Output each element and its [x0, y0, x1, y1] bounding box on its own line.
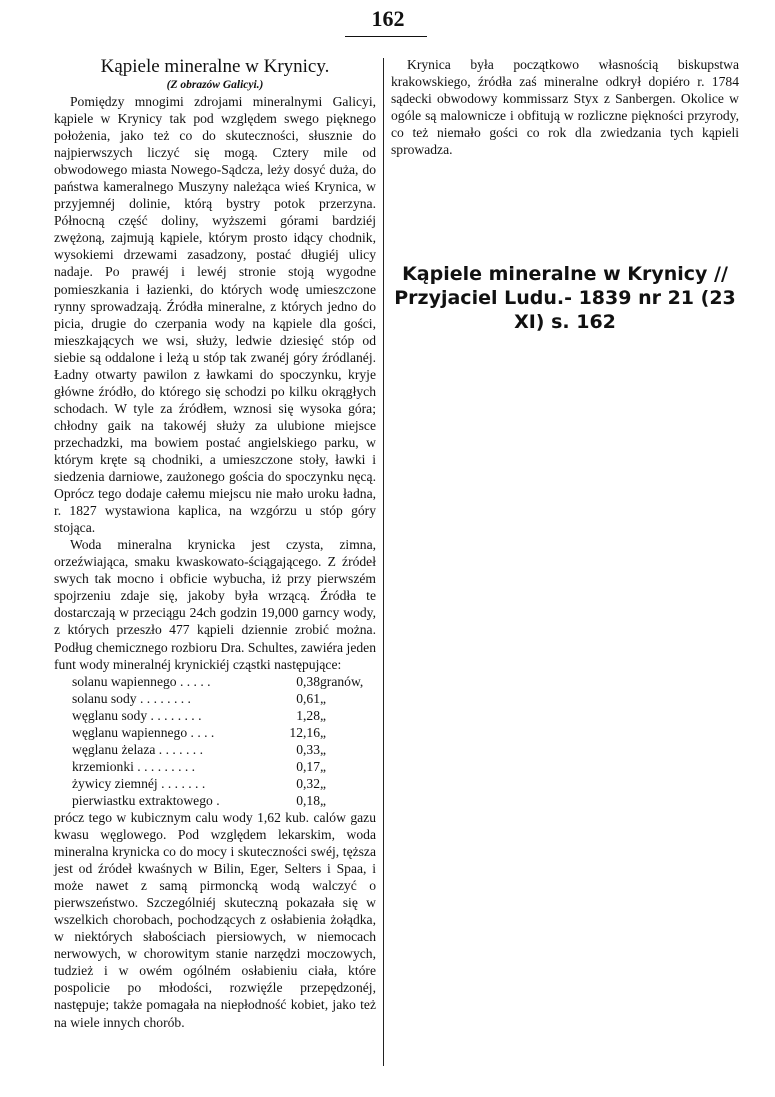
paragraph-3: prócz tego w kubicznym calu wody 1,62 kub. calów gazu kwasu węglowego. Pod względem lekarskim, woda mineralna krynicka co do mocy i skuteczności swéj, tęższa jest od źródeł kwaśnych w Bilin, Eger, Selters i Spaa, i może nawet z samą pirmoncką wodą walczyć o pierwszeństwo. Szczególniéj skuteczną pokazała się w wszelkich chorobach, pochodzących z osłabienia żołądka, w niektórych słabościach piersiowych, w niemocach nerwowych, w chorowitym stanie narzędzi moczowych, tudzież i w owém ogólném osłabieniu ciała, które pospolicie po młodości, rozwięźle przepędzonéj, następuje; także pomagała na niepłodność kobiet, jako też na wiele innych chorób. — [54, 809, 376, 1030]
composition-value: 12,16 — [289, 724, 320, 740]
left-column — [54, 56, 376, 1031]
composition-unit: granów, — [320, 673, 364, 689]
composition-row — [72, 792, 372, 809]
page-number: 162 — [371, 6, 405, 31]
composition-row — [72, 707, 372, 724]
composition-unit: „ — [320, 741, 327, 757]
composition-table — [72, 673, 372, 809]
composition-unit: „ — [320, 758, 327, 774]
composition-value: 0,32 — [296, 775, 320, 791]
composition-value: 0,17 — [296, 758, 320, 774]
composition-value: 0,61 — [296, 690, 320, 706]
paragraph-1: Pomiędzy mnogimi zdrojami mineralnymi Galicyi, kąpiele w Krynicy tak pod względem swego pięknego położenia, jako też co do skuteczności, słusznie do najpierwszych liczyć się mogą. Cztery mile od obwodowego miasta Nowego-Sądcza, leży dosyć duża, do państwa kameralnego Muszyny należąca wieś Krynica, w przyjemnéj dolinie, którą bystry potok przerzyna. Północną część doliny, wyższemi górami bardziéj zwężoną, zajmują kąpiele, którym prosto idący chodnik, wysokiemi drzewami zasadzony, postać długiéj ulicy nadaje. Po prawéj i lewéj stronie stoją wygodne pomieszkania i łazienki, do których wodę umieszczone rynny sprowadzają. Źródła mineralne, z których jedno do picia, drugie do czerpania wody na kąpiele dla gości, mieszkających we wsi, służy, ledwie dziesięć stóp od siebie są oddalone i leżą u stóp tak zwanéj góry źródlanéj. Ładny otwarty pawilon z ławkami do spoczynku, kryje główne źródło, do którego się schodzi po kilku okrągłych schodach. W tyle za źródłem, wznosi się wysoka góra; chłodny gaik na takowéj służy za ulubione miejsce przechadzki, ma bowiem postać angielskiego parku, w którym kręte są chodniki, a umieszczone stoły, ławki i siedzenia darniowe, zaużonego gościa do spoczynku nęcą. Oprócz tego dodaje całemu miejscu nie mało uroku ładna, r. 1827 wystawiona kaplica, na wzgórzu u stóp góry stojąca. — [54, 94, 376, 536]
composition-name: solanu wapiennego . . . . . — [72, 673, 211, 689]
composition-name: solanu sody . . . . . . . . — [72, 690, 191, 706]
composition-row — [72, 673, 372, 690]
header-rule — [345, 36, 427, 37]
composition-row — [72, 775, 372, 792]
composition-name: krzemionki . . . . . . . . . — [72, 758, 196, 774]
composition-name: węglanu sody . . . . . . . . — [72, 707, 202, 723]
composition-row — [72, 690, 372, 707]
composition-value: 1,28 — [296, 707, 320, 723]
column-divider — [383, 58, 384, 1066]
composition-name: węglanu żelaza . . . . . . . — [72, 741, 203, 757]
composition-unit: „ — [320, 690, 327, 706]
composition-name: żywicy ziemnéj . . . . . . . — [72, 775, 206, 791]
composition-value: 0,38 — [296, 673, 320, 689]
article-title: Kąpiele mineralne w Krynicy. — [100, 56, 330, 77]
composition-unit: „ — [320, 792, 327, 808]
composition-row — [72, 741, 372, 758]
article-source: (Z obrazów Galicyi.) — [166, 79, 264, 91]
paragraph-4: Krynica była początkowo własnością biskupstwa krakowskiego, źródła zaś mineralne odkrył dopiéro r. 1784 sądecki obwodowy kommissarz Styx z Sanbergen. Okolice w ogóle są malownicze i obfitują w rozliczne piękności przyrody, co też niemało gości co rok dla zwiedzania tych kąpieli sprowadza. — [391, 57, 739, 158]
right-column — [391, 56, 739, 158]
composition-value: 0,18 — [296, 792, 320, 808]
paragraph-2: Woda mineralna krynicka jest czysta, zimna, orzeźwiająca, smaku kwaskowato-ściągającego. Z źródeł swych tak mocno i obficie wybucha, iż przy pierwszém spojrzeniu zdaje się, jakoby była wrzącą. Źródła te dostarczają w przeciągu 24ch godzin 19,000 garncy wody, z których przeszło 477 kąpieli dziennie zrobić można. Podług chemicznego rozbioru Dra. Schultes, zawiéra jeden funt wody mineralnéj krynickiéj cząstki następujące: — [54, 537, 376, 672]
composition-unit: „ — [320, 724, 327, 740]
composition-value: 0,33 — [296, 741, 320, 757]
composition-row — [72, 758, 372, 775]
citation: Kąpiele mineralne w Krynicy // Przyjaciel Ludu.- 1839 nr 21 (23 XI) s. 162 — [394, 263, 736, 333]
composition-name: pierwiastku extraktowego . — [72, 792, 220, 808]
composition-unit: „ — [320, 775, 327, 791]
composition-name: węglanu wapiennego . . . . — [72, 724, 215, 740]
composition-row — [72, 724, 372, 741]
composition-unit: „ — [320, 707, 327, 723]
